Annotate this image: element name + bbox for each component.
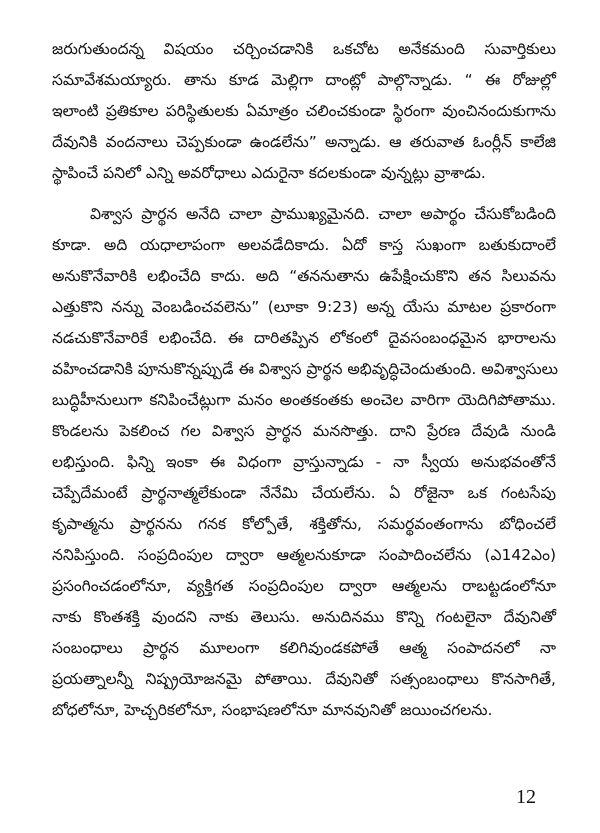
- text-line: నడచుకొనేవారికే లభించేది. ఈ దారితప్పిన లోకంలో దైవసంబంధమైన భారాలను: [52, 329, 556, 347]
- text-line: ఇలాంటి ప్రతికూల పరిస్థితులకు ఏమాత్రం చలించకుండా స్థిరంగా వుంచినందుకుగాను: [52, 102, 556, 120]
- text-line: ఎత్తుకొని నన్ను వెంబడించవలెను” (లూకా 9:23) అన్న యేసు మాటల ప్రకారంగా: [52, 298, 556, 316]
- text-line: జరుగుతుందన్న విషయం చర్చించడానికి ఒకచోట అనేకమంది సువార్తికులు: [52, 40, 556, 58]
- page-number: 12: [516, 786, 536, 808]
- text-line: దేవునికి వందనాలు చెప్పకుండా ఉండలేను” అన్నాడు. ఆ తరువాత ఓంర్లీన్ కాలేజి: [52, 133, 556, 151]
- text-line: లభిస్తుంది. ఫిన్ని ఇంకా ఈ విధంగా వ్రాస్తున్నాడు - నా స్వీయ అనుభవంతోనే: [52, 453, 556, 471]
- text-line: అనుకొనేవారికి లభించేది కాదు. అది “తననుతాను ఉపేక్షించుకొని తన సిలువను: [52, 267, 556, 285]
- text-line: కూడా. అది యధాలాపంగా అలవడేదికాదు. ఏదో కాస్త సుఖంగా బతుకుదాంలే: [52, 236, 556, 254]
- document-body: [52, 34, 559, 726]
- text-line: బోధలోనూ, హెచ్చరికలోనూ, సంభాషణలోనూ మానవునితో జయించగలను.: [52, 701, 493, 719]
- text-line: సమావేశమయ్యారు. తాను కూడ మెల్లిగా దాంట్లో పాల్గొన్నాడు. “ ఈ రోజుల్లో: [52, 71, 556, 89]
- text-line: ప్రయత్నాలన్నీ నిష్ప్రయోజనమై పోతాయి. దేవునితో సత్సంబంధాలు కొనసాగితే,: [52, 670, 556, 688]
- paragraph-1: [52, 34, 556, 189]
- text-line: సంబంధాలు ప్రార్థన మూలంగా కలిగివుండకపోతే ఆత్మ సంపాదనలో నా: [52, 639, 556, 657]
- text-line: విశ్వాస ప్రార్థన అనేది చాలా ప్రాముఖ్యమైనది. చాలా అపార్థం చేసుకోబడింది: [90, 205, 556, 223]
- paragraph-2: [52, 199, 559, 726]
- text-line: నాకు కొంతశక్తి వుందని నాకు తెలుసు. అనుదినము కొన్ని గంటలైనా దేవునితో: [52, 608, 556, 626]
- text-line: చెప్పేదేమంటే ప్రార్థనాత్మలేకుండా నేనేమి చేయలేను. ఏ రోజైనా ఒక గంటసేపు: [52, 484, 556, 502]
- text-line: కొండలను పెకలించ గల విశ్వాస ప్రార్థన మనసొత్తు. దాని ప్రేరణ దేవుడి నుండి: [52, 422, 556, 440]
- text-line: ననిపిస్తుంది. సంప్రదింపుల ద్వారా ఆత్మలనుకూడా సంపాదించలేను (ఎ142ఎం): [52, 546, 556, 564]
- text-line: వహించడానికి పూనుకొన్నప్పుడే ఈ విశ్వాస ప్రార్థన అభివృద్ధిచెందుతుంది. అవిశ్వాసులు: [52, 360, 559, 378]
- text-line: ప్రసంగించడంలోనూ, వ్యక్తిగత సంప్రదింపుల ద్వారా ఆత్మలను రాబట్టడంలోనూ: [52, 577, 556, 595]
- text-line: బుద్ధిహీనులుగా కనిపించేట్లుగా మనం అంతకంతకు అంచెల వారిగా యెదిగిపోతాము.: [52, 391, 556, 409]
- text-line: స్థాపించే పనిలో ఎన్ని అవరోధాలు ఎదురైనా కదలకుండా వున్నట్లు వ్రాశాడు.: [52, 164, 486, 182]
- text-line: కృపాత్మను ప్రార్థనను గనక కోల్పోతే, శక్తితోను, సమర్థవంతంగాను బోధించలే: [52, 515, 556, 533]
